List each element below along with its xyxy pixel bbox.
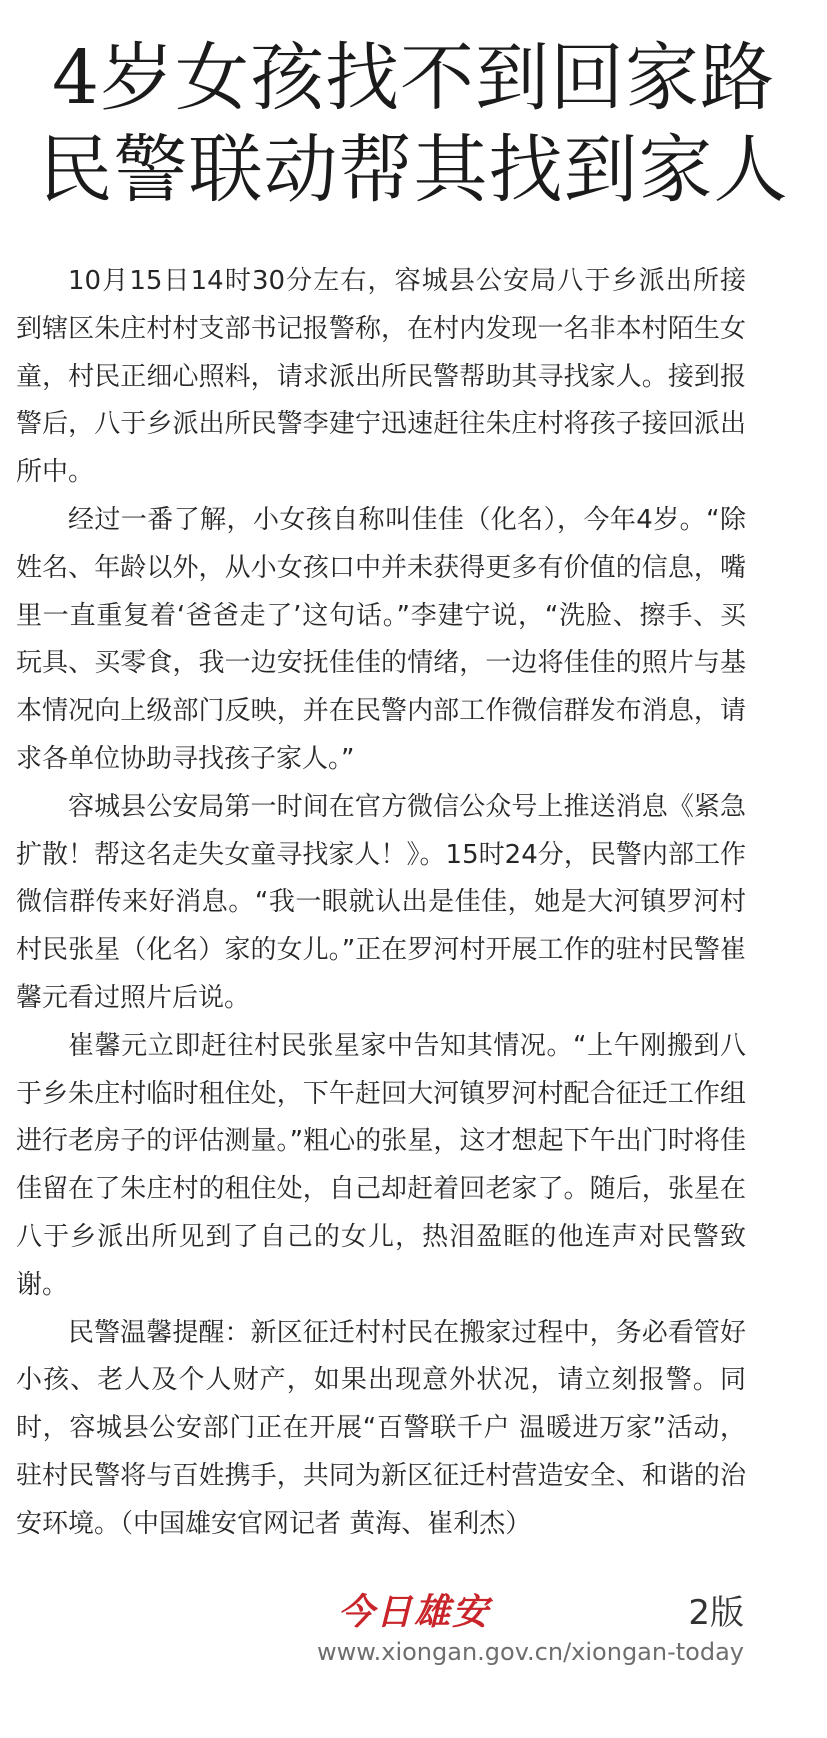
headline xyxy=(0,32,827,216)
publication-logo: 今日雄安 xyxy=(338,1591,491,1633)
headline-line-2: 民警联动帮其找到家人 xyxy=(38,127,789,213)
headline-line-1: 4岁女孩找不到回家路 xyxy=(51,35,776,121)
article-body xyxy=(16,258,746,1549)
paragraph-2: 经过一番了解，小女孩自称叫佳佳（化名），今年4岁。“除姓名、年龄以外，从小女孩口中并未获得更多有价值的信息，嘴里一直重复着‘爸爸走了’这句话。”李建宁说，“洗脸、擦手、买玩具、买零食，我一边安抚佳佳的情绪，一边将佳佳的照片与基本情况向上级部门反映，并在民警内部工作微信群发布消息，请求各单位协助寻找孩子家人。” xyxy=(16,504,746,774)
publication-url: www.xiongan.gov.cn/xiongan-today xyxy=(316,1638,744,1666)
paragraph-4: 崔馨元立即赶往村民张星家中告知其情况。“上午刚搬到八于乡朱庄村临时租住处，下午赶回大河镇罗河村配合征迁工作组进行老房子的评估测量。”粗心的张星，这才想起下午出门时将佳佳留在了朱庄村的租住处，自己却赶着回老家了。随后，张星在八于乡派出所见到了自己的女儿，热泪盈眶的他连声对民警致谢。 xyxy=(16,1030,746,1300)
paragraph-1: 10月15日14时30分左右，容城县公安局八于乡派出所接到辖区朱庄村村支部书记报警称，在村内发现一名非本村陌生女童，村民正细心照料，请求派出所民警帮助其寻找家人。接到报警后，八于乡派出所民警李建宁迅速赶往朱庄村将孩子接回派出所中。 xyxy=(16,266,746,488)
paragraph-3: 容城县公安局第一时间在官方微信公众号上推送消息《紧急扩散！帮这名走失女童寻找家人！》。15时24分，民警内部工作微信群传来好消息。“我一眼就认出是佳佳，她是大河镇罗河村村民张星（化名）家的女儿。”正在罗河村开展工作的驻村民警崔馨元看过照片后说。 xyxy=(16,791,746,1013)
page-number: 2版 xyxy=(688,1593,744,1633)
paragraph-5: 民警温馨提醒：新区征迁村村民在搬家过程中，务必看管好小孩、老人及个人财产，如果出现意外状况，请立刻报警。同时，容城县公安部门正在开展“百警联千户 温暖进万家”活动，驻村民警将与百姓携手，共同为新区征迁村营造安全、和谐的治安环境。（中国雄安官网记者 黄海、崔利杰） xyxy=(16,1317,746,1539)
